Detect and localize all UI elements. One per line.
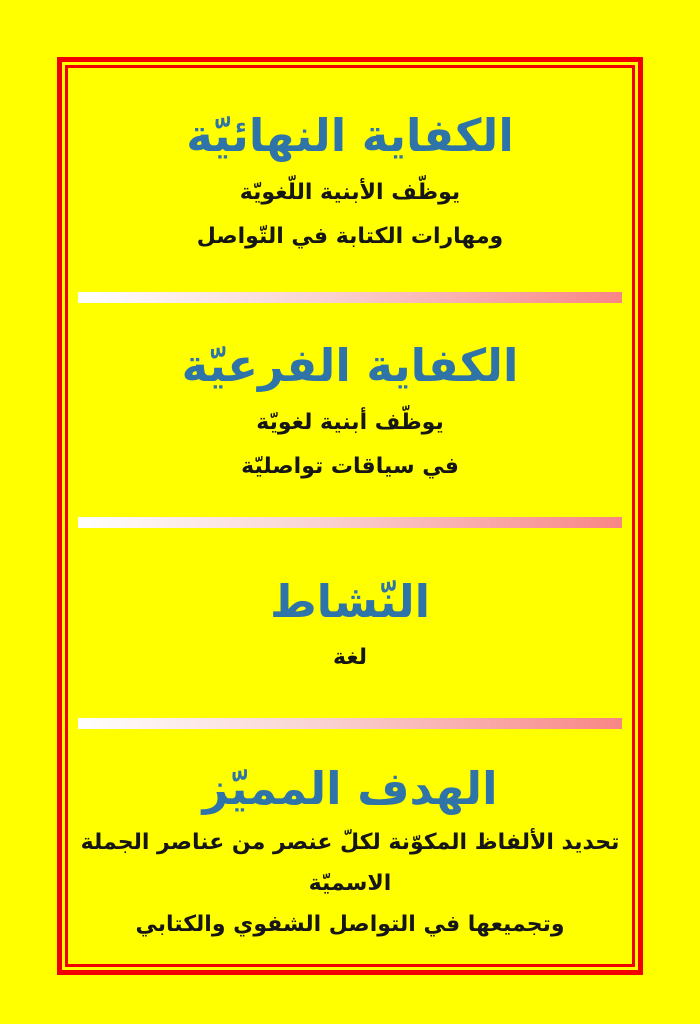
section-sub-competency xyxy=(68,303,632,517)
section-final-competency xyxy=(68,68,632,292)
text-line: تحديد الألفاظ المكوّنة لكلّ عنصر من عناصر الجملة الاسميّة xyxy=(80,830,620,897)
heading-final-competency: الكفاية النهائيّة xyxy=(186,109,514,163)
section-distinctive-goal xyxy=(68,729,632,964)
distinctive-goal-description xyxy=(68,823,632,945)
activity-description xyxy=(333,637,367,679)
decorative-inner-frame xyxy=(65,65,635,967)
card-content xyxy=(68,68,632,964)
final-competency-description xyxy=(197,171,504,259)
text-line: وتجميعها في التواصل الشفوي والكتابي xyxy=(135,911,565,937)
heading-sub-competency: الكفاية الفرعيّة xyxy=(181,339,519,393)
text-line: يوظّف أبنية لغويّة xyxy=(256,409,444,435)
gradient-divider xyxy=(78,292,622,303)
sub-competency-description xyxy=(241,401,459,489)
text-line: ومهارات الكتابة في التّواصل xyxy=(196,223,504,249)
gradient-divider xyxy=(78,718,622,729)
section-activity xyxy=(68,528,632,718)
text-line: لغة xyxy=(332,644,368,670)
heading-activity: النّشاط xyxy=(269,575,431,629)
gradient-divider xyxy=(78,517,622,528)
decorative-outer-frame xyxy=(57,57,643,975)
text-line: يوظّف الأبنية اللّغويّة xyxy=(239,179,461,205)
heading-distinctive-goal: الهدف المميّز xyxy=(202,761,498,815)
text-line: في سياقات تواصليّة xyxy=(241,453,459,479)
